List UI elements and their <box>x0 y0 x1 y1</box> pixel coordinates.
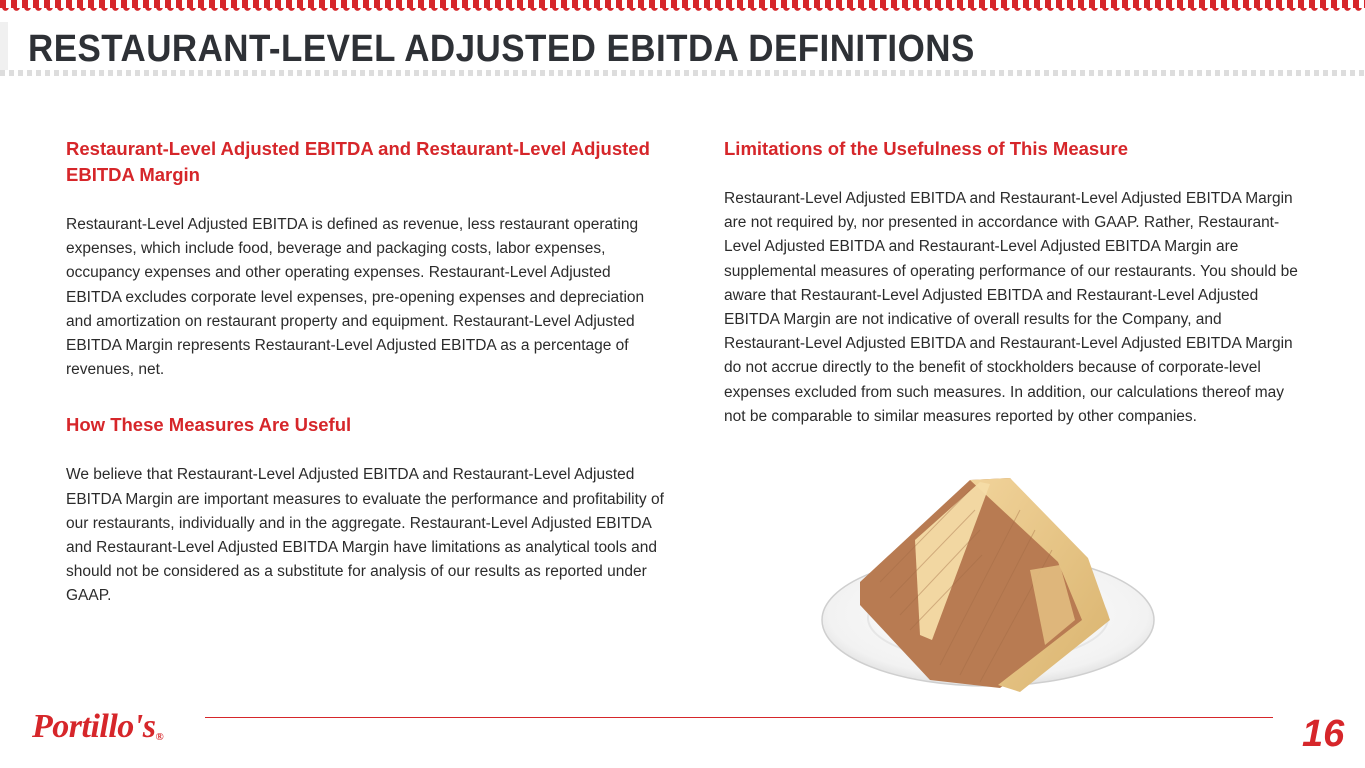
definition-paragraph: Restaurant-Level Adjusted EBITDA is defined as revenue, less restaurant operating expenses, which include food, beverage and packaging costs, labor expenses, occupancy expenses and other operating expenses. Restaurant-Level Adjusted EBITDA excludes corporate level expenses, pre-opening expenses and depreciation and amortization on restaurant property and equipment. Restaurant-Level Adjusted EBITDA Margin represents Restaurant-Level Adjusted EBITDA as a percentage of revenues, net. <box>66 216 645 379</box>
usefulness-paragraph: We believe that Restaurant-Level Adjusted EBITDA and Restaurant-Level Adjusted EBITDA Margin are important measures to evaluate the performance and profitability of our restaurants, individually and in the aggregate. Restaurant-Level Adjusted EBITDA and Restaurant-Level Adjusted EBITDA Margin have limitations as analytical tools and should not be considered as a substitute for analysis of our results as reported under GAAP. <box>66 466 664 605</box>
logo-text: Portillo's <box>32 708 156 745</box>
section-heading-limitations: Limitations of the Usefulness of This Measure <box>724 138 1128 159</box>
portillos-logo <box>32 707 163 747</box>
section-heading-definition: Restaurant-Level Adjusted EBITDA and Restaurant-Level Adjusted EBITDA Margin <box>66 138 650 185</box>
chocolate-cake-slice-icon <box>820 470 1160 700</box>
cake-image <box>820 470 1160 700</box>
right-column <box>724 136 1304 429</box>
page-number: 16 <box>1302 713 1345 755</box>
limitations-paragraph: Restaurant-Level Adjusted EBITDA and Restaurant-Level Adjusted EBITDA Margin are not required by, nor presented in accordance with GAAP. Rather, Restaurant-Level Adjusted EBITDA and Restaurant-Level Adjusted EBITDA Margin are supplemental measures of operating performance of our restaurants. You should be aware that Restaurant-Level Adjusted EBITDA and Restaurant-Level Adjusted EBITDA Margin are not indicative of overall results for the Company, and Restaurant-Level Adjusted EBITDA and Restaurant-Level Adjusted EBITDA Margin do not accrue directly to the benefit of stockholders because of corporate-level expenses excluded from such measures. In addition, our calculations thereof may not be comparable to similar measures reported by other companies. <box>724 190 1298 425</box>
left-column <box>66 136 666 609</box>
page-title: RESTAURANT-LEVEL ADJUSTED EBITDA DEFINITIONS <box>28 28 975 70</box>
registered-mark: ® <box>155 731 164 743</box>
section-heading-usefulness: How These Measures Are Useful <box>66 414 352 436</box>
footer-divider <box>205 717 1273 718</box>
top-dotted-border <box>0 0 1365 22</box>
